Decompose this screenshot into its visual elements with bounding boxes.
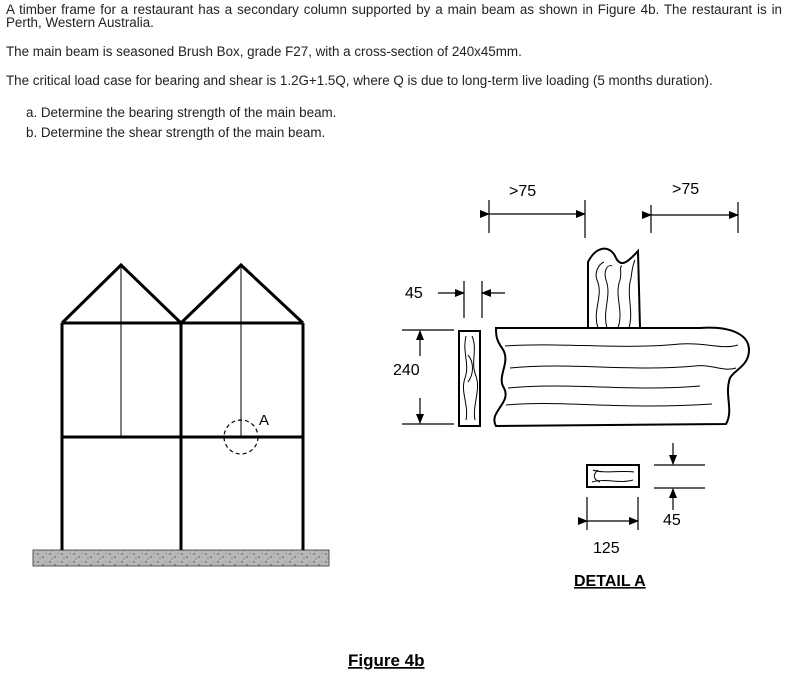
timber-frame [33,265,329,566]
problem-paragraph-2: The main beam is seasoned Brush Box, grade F27, with a cross-section of 240x45mm. [6,44,522,59]
problem-paragraph-3: The critical load case for bearing and shear is 1.2G+1.5Q, where Q is due to long-term live loading (5 months duration). [6,73,713,88]
ground-slab [33,550,329,566]
main-beam [494,328,749,426]
detail-a-callout-label: A [259,412,270,429]
dim-left-bearing-label: >75 [509,183,537,200]
beam-cross-section [459,331,480,426]
dim-column-length-label: 125 [593,540,620,557]
task-b: b. Determine the shear strength of the main beam. [26,125,326,140]
figure-caption: Figure 4b [348,651,425,670]
problem-paragraph-1: A timber frame for a restaurant has a secondary column supported by a main beam as shown in Figure 4b. The restaurant is in Perth, Western Australia. [6,2,782,30]
dim-right-bearing-label: >75 [672,181,700,198]
roof-right [181,265,303,323]
secondary-column-elevation [588,249,640,328]
task-a: a. Determine the bearing strength of the main beam. [26,105,337,120]
detail-a-section [587,465,639,487]
dim-column-thickness-label: 45 [663,512,681,529]
dim-beam-width-label: 45 [405,285,423,302]
detail-a-title: DETAIL A [574,573,646,590]
dim-beam-depth-label: 240 [393,362,420,379]
